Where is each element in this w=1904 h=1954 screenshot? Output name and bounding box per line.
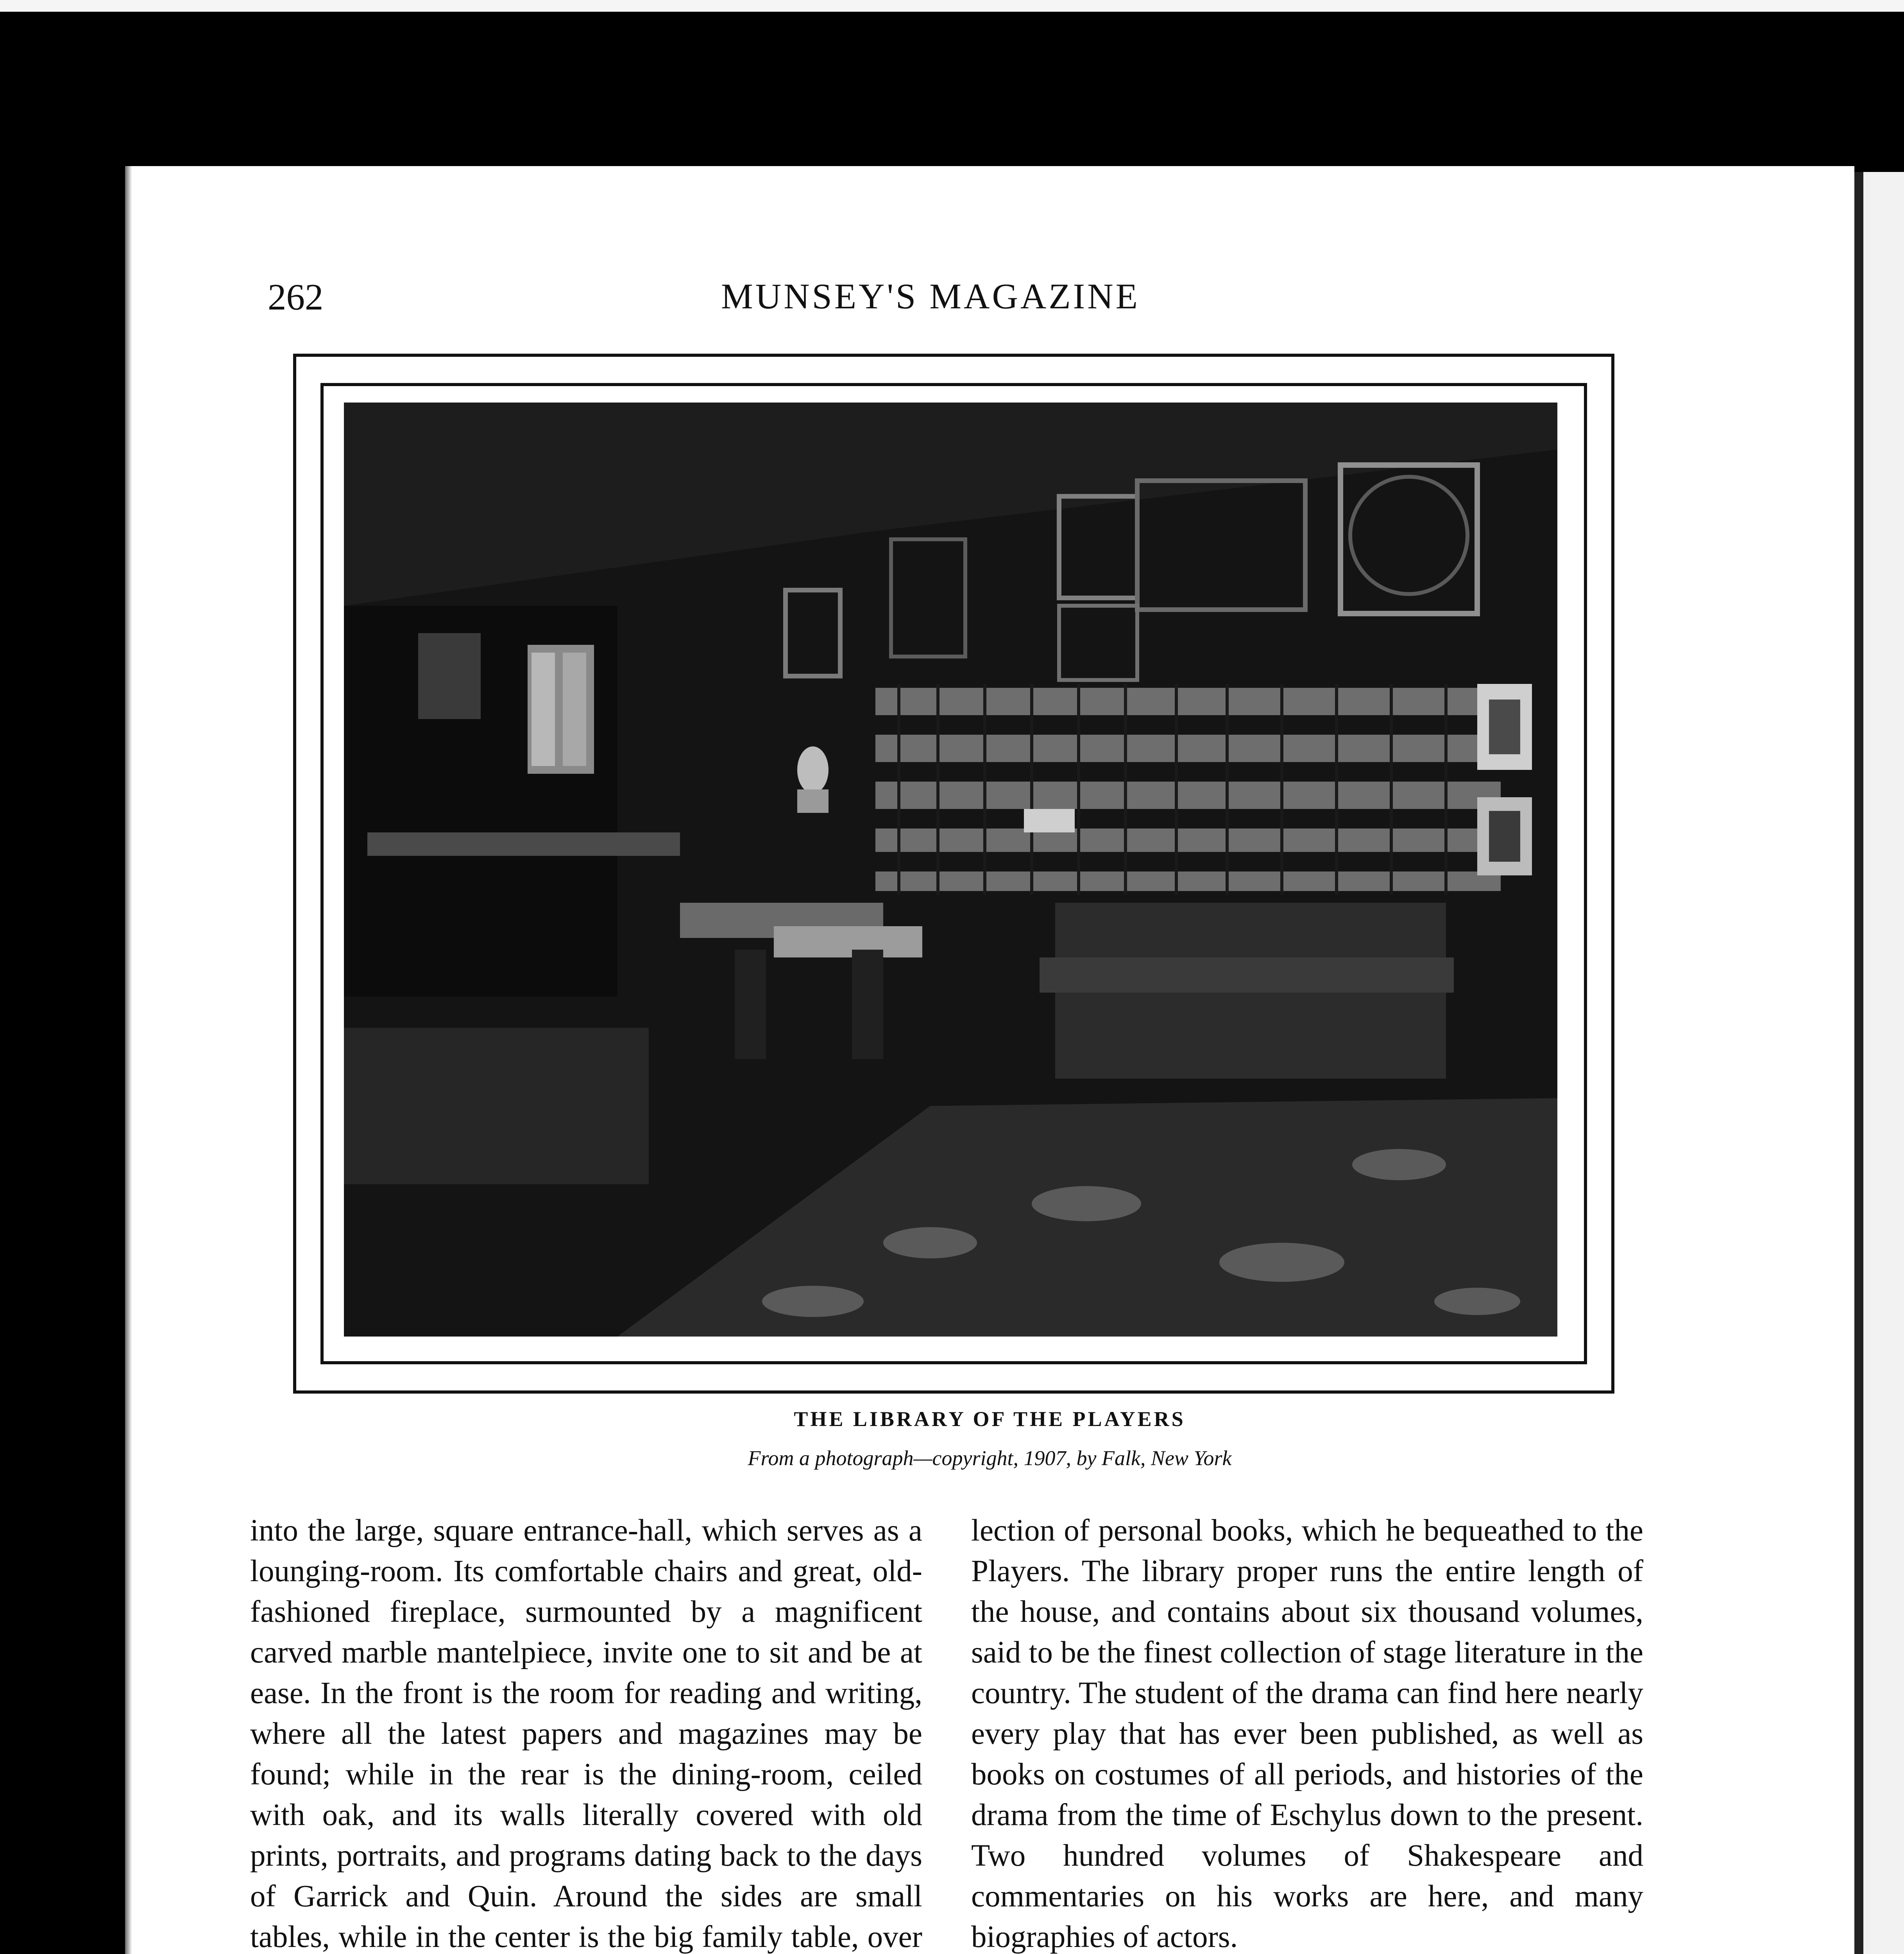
library-photo-illustration: [344, 403, 1557, 1337]
figure-credit: From a photograph—copyright, 1907, by Falk, New York: [748, 1446, 1232, 1470]
right-text-column: [971, 1510, 1643, 1954]
running-head: MUNSEY'S MAGAZINE: [721, 276, 1140, 316]
library-photograph: [344, 403, 1557, 1337]
figure-caption: THE LIBRARY OF THE PLAYERS: [794, 1407, 1186, 1431]
facing-page-edge: [1852, 172, 1904, 1954]
scan-top-edge: [0, 0, 1904, 12]
paragraph: lection of personal books, which he bequeathed to the Players. The library proper runs the entire length of the house, and contains about six thousand volumes, said to be the finest collection of stage literature in the country. The student of the drama can find here nearly every play that has ever been published, as well as books on costumes of all periods, and histories of the drama from the time of Eschylus down to the present. Two hundred volumes of Shakespeare and commentaries on his works are here, and many biographies of actors.: [971, 1514, 1643, 1954]
page-number: 262: [268, 276, 324, 318]
paragraph: into the large, square entrance-hall, which serves as a lounging-room. Its comfortable chairs and great, old-fashioned fireplace, surmounted by a magnificent carved marble mantelpiece, invite one to sit and be at ease. In the front is the room for reading and writing, where all the latest papers and magazines may be found; while in the rear is the dining-room, ceiled with oak, and its walls literally covered with old prints, portraits, and programs dating back to the days of Garrick and Quin. Around the sides are small tables, while in the center is the big family table, over: [250, 1514, 922, 1954]
left-text-column: [250, 1510, 922, 1954]
magazine-page: [125, 166, 1854, 1954]
